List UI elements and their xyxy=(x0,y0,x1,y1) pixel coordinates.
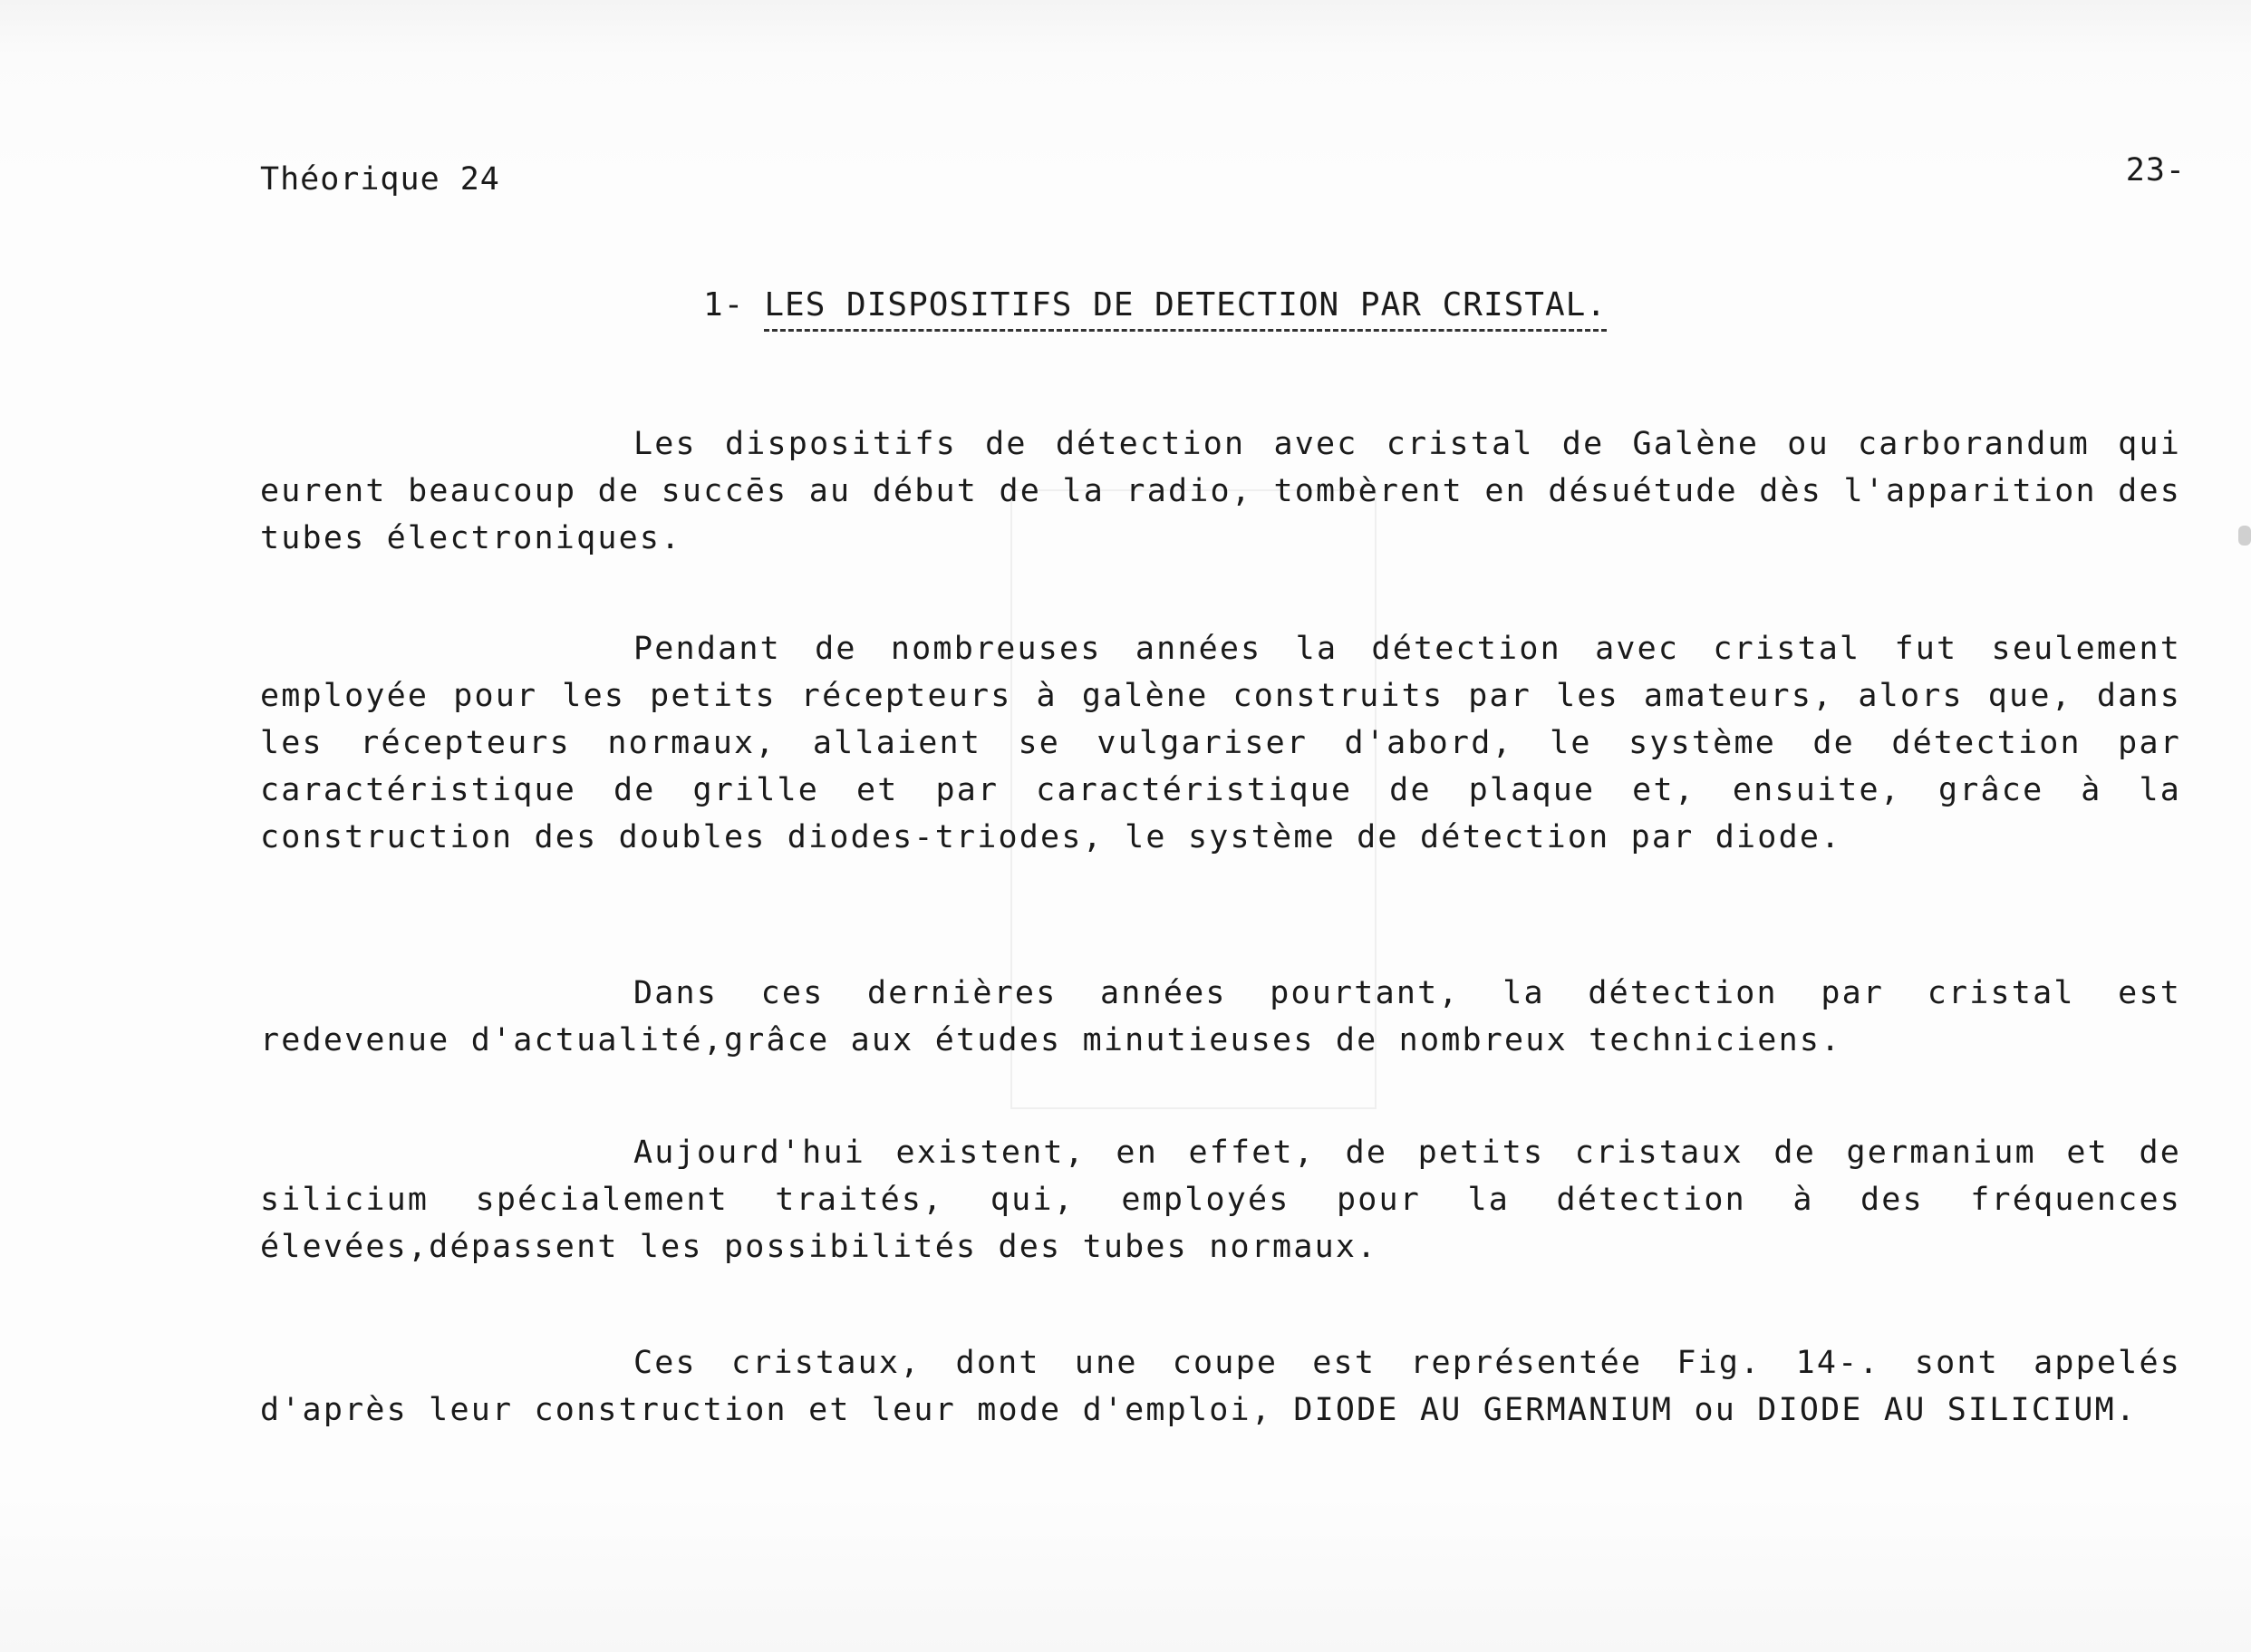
paragraph: Ces cristaux, dont une coupe est représentée Fig. 14-. sont appelés d'après leur construction et leur mode d'emploi, DIODE AU GERMANIUM ou DIODE AU SILICIUM. xyxy=(260,1345,2181,1428)
section-heading xyxy=(703,286,1607,332)
paragraph: Aujourd'hui existent, en effet, de petits cristaux de germanium et de silicium spécialement traités, qui, employés pour la détection à des fréquences élevées,dépassent les possibilités des tubes normaux. xyxy=(260,1135,2181,1265)
paragraph: Pendant de nombreuses années la détection avec cristal fut seulement employée pour les petits récepteurs à galène construits par les amateurs, alors que, dans les récepteurs normaux, allaient se vulgariser d'abord, le système de détection par caractéristique de grille et par caractéristique de plaque et, ensuite, grâce à la construction des doubles diodes-triodes, le système de détection par diode. xyxy=(260,631,2181,855)
page-number: 23- xyxy=(2125,152,2186,188)
header-course-label: Théorique 24 xyxy=(260,161,500,198)
section-number: 1- xyxy=(703,286,745,324)
page-speck xyxy=(2238,526,2251,546)
paragraph: Les dispositifs de détection avec cristal de Galène ou carborandum qui eurent beaucoup de succēs au début de la radio, tombèrent en désuétude dès l'apparition des tubes électroniques. xyxy=(260,426,2181,556)
paragraph: Dans ces dernières années pourtant, la détection par cristal est redevenue d'actualité,grâce aux études minutieuses de nombreux techniciens. xyxy=(260,975,2181,1058)
section-title: LES DISPOSITIFS DE DETECTION PAR CRISTAL. xyxy=(764,286,1607,332)
